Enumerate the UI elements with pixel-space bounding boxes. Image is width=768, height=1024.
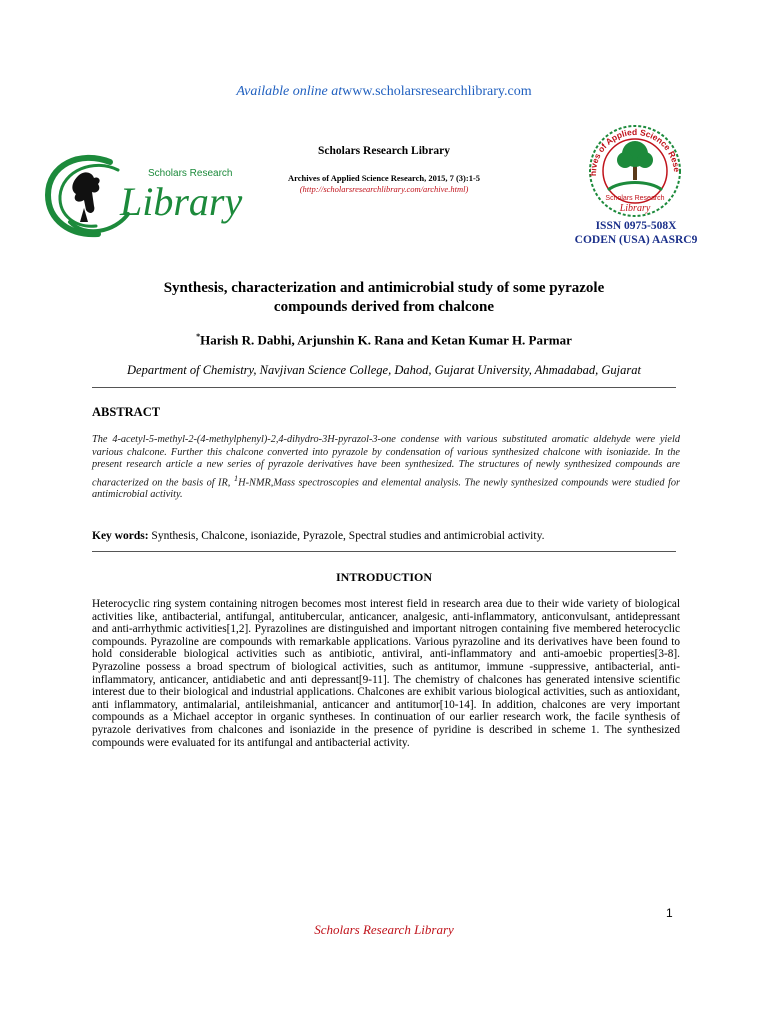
logo-big-text: Library [120, 179, 243, 224]
journal-seal-emblem-icon [580, 114, 690, 224]
availability-line [0, 84, 768, 100]
availability-prefix: Available online at [236, 84, 343, 99]
scholars-research-library-logo [40, 150, 243, 240]
page-number: 1 [666, 906, 673, 920]
paper-title [80, 279, 688, 317]
affiliation: Department of Chemistry, Navjivan Science College, Dahod, Gujarat University, Ahmadabad, Gujarat [127, 363, 641, 377]
keywords-text: Synthesis, Chalcone, isoniazide, Pyrazole, Spectral studies and antimicrobial activity. [148, 530, 545, 542]
paper-title-line2: compounds derived from chalcone [273, 299, 495, 315]
divider-bottom [92, 551, 676, 552]
journal-citation: Archives of Applied Science Research, 2015, 7 (3):1-5 [287, 173, 481, 183]
issn: ISSN 0975-508X [595, 220, 677, 232]
archive-link[interactable]: (http://scholarsresearchlibrary.com/archive.html) [299, 184, 469, 194]
abstract-heading: ABSTRACT [92, 405, 161, 419]
keywords [92, 530, 680, 542]
journal-seal [580, 114, 690, 224]
seal-ring-text: hives of Applied Science Rese [587, 126, 682, 177]
abstract-superscript: 1 [233, 472, 239, 483]
footer-publisher: Scholars Research Library [314, 922, 454, 937]
abstract-body [92, 434, 680, 502]
keywords-label: Key words: [92, 530, 149, 542]
paper-title-line1: Synthesis, characterization and antimicrobial study of some pyrazole [163, 280, 605, 296]
corresponding-author-mark: * [196, 332, 201, 341]
seal-inner-line2: Library [619, 203, 651, 214]
author-names: Harish R. Dabhi, Arjunshin K. Rana and Ketan Kumar H. Parmar [200, 332, 572, 348]
abstract-text-part1: The 4-acetyl-5-methyl-2-(4-methylphenyl)-2,4-dihydro-3H-pyrazol-3-one condense with various substituted aromatic aldehyde were yield various chalcone. Further this chalcone converted into pyrazole by condensation of various synthesized chalcone with isoniazide. In the present research article a new series of pyrazole derivatives have been synthesized. The structures of newly synthesized compounds are characterized on the basis of IR, [92, 434, 680, 488]
coden: CODEN (USA) AASRC9 [574, 234, 698, 246]
issn-block [566, 219, 706, 247]
divider-top [92, 387, 676, 388]
introduction-body: Heterocyclic ring system containing nitrogen becomes most interest field in research area due to their wide variety of biological activities like, antibacterial, antifungal, antitubercular, anticancer, analgesic, anti-inflammatory, anticonvulsant, antidepressant and anti-arrhythmic activities[1,2]. Pyrazolines are distinguished and important nitrogen containing five membered heterocyclic compounds. Pyrazoline are compounds with remarkable applications. Various pyrazoline and its derivatives have been found to hold considerable biological activities such as antibiotic, antiviral, anti-inflammatory and anti-amoebic properties[3-8]. Pyrazoline possess a broad spectrum of biological activities, such as antitumor, immune -suppressive, antibacterial, anti-inflammatory, anticancer, antidiabetic and anti depressant[9-11]. The chemistry of chalcones has generated intensive scientific interest due to their biological and industrial applications. Chalcones are exhibit various biological activities, such as antioxidant, anti inflammatory, antimalarial, antileishmanial, anticancer and antitumor[10-14]. In addition, chalcones are very important compounds as a Michael acceptor in organic syntheses. In continuation of our earlier research work, the facile synthesis of pyrazole derivatives from chalcones and isoniazide in the presence of pyridine is described in scheme 1. The synthesized compounds were evaluated for its antifungal and antibacterial activity. [92, 598, 680, 749]
abstract-text-part2: H-NMR,Mass spectroscopies and elemental analysis. The newly synthesized compounds were studied for antimicrobial activity. [92, 476, 680, 501]
publisher-name: Scholars Research Library [317, 145, 451, 157]
seal-inner-line1: Scholars Research [605, 195, 665, 202]
author-list [80, 332, 688, 348]
introduction-heading: INTRODUCTION [335, 570, 432, 584]
journal-website-link[interactable]: www.scholarsresearchlibrary.com [342, 84, 532, 99]
logo-small-text: Scholars Research [148, 168, 233, 179]
